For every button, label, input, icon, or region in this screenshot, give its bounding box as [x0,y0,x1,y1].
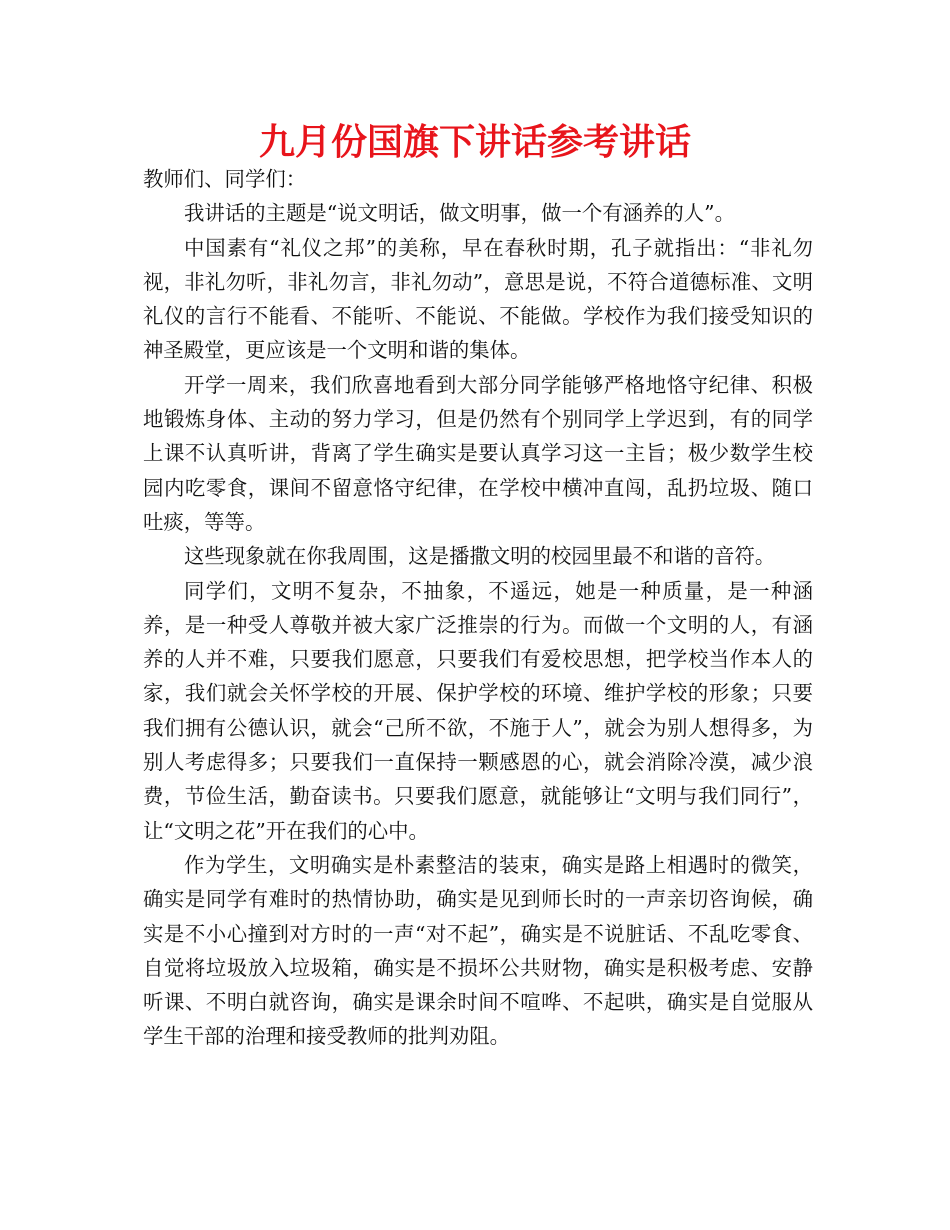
document-title: 九月份国旗下讲话参考讲话 [258,122,691,163]
paragraph-4: 这些现象就在你我周围，这是播撒文明的校园里最不和谐的音符。 [184,544,776,569]
document-body [143,162,813,1054]
paragraph-5: 同学们，文明不复杂，不抽象，不遥远，她是一种质量，是一种涵养，是一种受人尊敬并被大家广泛推崇的行为。而做一个文明的人，有涵养的人并不难，只要我们愿意，只要我们有爱校思想，把学校当作本人的家，我们就会关怀学校的开展、保护学校的环境、维护学校的形象；只要我们拥有公德认识，就会“己所不欲，不施于人”，就会为别人想得多，为别人考虑得多；只要我们一直保持一颗感恩的心，就会消除冷漠，减少浪费，节俭生活，勤奋读书。只要我们愿意，就能够让“文明与我们同行”，让“文明之花”开在我们的心中。 [143,578,813,843]
salutation: 教师们、同学们： [143,167,307,191]
paragraph-3: 开学一周来，我们欣喜地看到大部分同学能够严格地恪守纪律、积极地锻炼身体、主动的努力学习，但是仍然有个别同学上学迟到，有的同学上课不认真听讲，背离了学生确实是要认真学习这一主旨；极少数学生校园内吃零食，课间不留意恪守纪律，在学校中横冲直闯，乱扔垃圾、随口吐痰，等等。 [143,372,813,534]
paragraph-1: 我讲话的主题是“说文明话，做文明事，做一个有涵养的人”。 [184,201,736,226]
paragraph-2: 中国素有“礼仪之邦”的美称，早在春秋时期，孔子就指出：“非礼勿视，非礼勿听，非礼勿言，非礼勿动”，意思是说，不符合道德标准、文明礼仪的言行不能看、不能听、不能说、不能做。学校作为我们接受知识的神圣殿堂，更应该是一个文明和谐的集体。 [143,235,813,363]
paragraph-6: 作为学生，文明确实是朴素整洁的装束，确实是路上相遇时的微笑，确实是同学有难时的热情协助，确实是见到师长时的一声亲切咨询候，确实是不小心撞到对方时的一声“对不起”，确实是不说脏话、不乱吃零食、自觉将垃圾放入垃圾箱，确实是不损坏公共财物，确实是积极考虑、安静听课、不明白就咨询，确实是课余时间不喧哗、不起哄，确实是自觉服从学生干部的治理和接受教师的批判劝阻。 [143,852,813,1049]
